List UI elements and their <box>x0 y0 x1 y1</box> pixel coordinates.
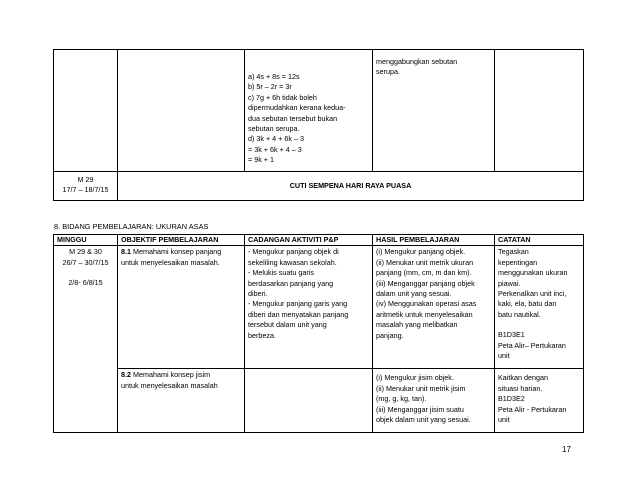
header-aktiviti: CADANGAN AKTIVITI P&P <box>245 235 373 246</box>
hasil-line: (iii) Menganggar jisim suatu <box>376 404 464 414</box>
cell-objektif <box>118 369 245 433</box>
objektif-line: untuk menyelesaikan masalah <box>121 380 218 390</box>
aktiviti-line: sebutan serupa. <box>248 124 300 134</box>
hasil-line: (i) Mengukur jisim objek. <box>376 373 454 383</box>
aktiviti-line: d) 3k + 4 + 6k – 3 <box>248 134 304 144</box>
aktiviti-line: = 3k + 6k + 4 – 3 <box>248 144 302 154</box>
aktiviti-line: tersebut dalam unit yang <box>248 320 327 330</box>
holiday-week-cell <box>54 172 118 201</box>
cell-hasil-continuation <box>373 50 495 172</box>
minggu-line: M 29 & 30 <box>69 247 102 257</box>
objektif-line <box>121 247 241 257</box>
cell-minggu-empty <box>54 50 118 172</box>
cell-aktiviti-empty <box>245 369 373 433</box>
learning-table <box>53 234 584 433</box>
hasil-line: menggabungkan sebutan <box>376 57 458 66</box>
cell-catatan-empty <box>495 50 584 172</box>
catatan-line: unit <box>498 351 510 361</box>
cell-minggu <box>54 246 118 433</box>
catatan-line: situasi harian. <box>498 383 543 393</box>
table-row <box>54 246 584 369</box>
aktiviti-line: berdasarkan panjang yang <box>248 278 334 288</box>
objektif-line <box>121 370 241 380</box>
continuation-row <box>54 50 584 172</box>
cell-catatan <box>495 369 584 433</box>
objektif-number: 8.1 <box>121 247 131 257</box>
hasil-line: (mg, g, kg, tan). <box>376 394 427 404</box>
hasil-line: serupa. <box>376 67 400 77</box>
catatan-line: piawai. <box>498 278 521 288</box>
hasil-line: objek dalam unit yang sesuai. <box>376 415 471 425</box>
cell-aktiviti <box>245 246 373 369</box>
continuation-table <box>53 49 584 201</box>
header-catatan: CATATAN <box>495 235 584 246</box>
minggu-spacer <box>57 268 114 278</box>
hasil-line: dalam unit yang sesuai. <box>376 289 452 299</box>
aktiviti-line: = 9k + 1 <box>248 155 274 165</box>
holiday-week: M 29 <box>77 175 94 184</box>
minggu-line: 26/7 – 30/7/15 <box>62 257 109 267</box>
catatan-line: Peta Alir - Pertukaran <box>498 404 567 414</box>
catatan-line: Kaitkan dengan <box>498 373 548 383</box>
aktiviti-line: b) 5r – 2r = 3r <box>248 82 292 92</box>
header-hasil: HASIL PEMBELAJARAN <box>373 235 495 246</box>
catatan-line: kaki, ela, batu dan <box>498 299 557 309</box>
cell-objektif-empty <box>118 50 245 172</box>
header-minggu: MINGGU <box>54 235 118 246</box>
header-objektif: OBJEKTIF PEMBELAJARAN <box>118 235 245 246</box>
objektif-number: 8.2 <box>121 370 131 380</box>
catatan-line: kepentingan <box>498 257 538 267</box>
aktiviti-line: a) 4s + 8s = 12s <box>248 72 300 81</box>
aktiviti-line: diberi dan menyatakan panjang <box>248 309 349 319</box>
cell-hasil <box>373 369 495 433</box>
cell-catatan <box>495 246 584 369</box>
holiday-text-cell <box>118 172 584 201</box>
cell-objektif <box>118 246 245 369</box>
hasil-line: (ii) Menukar unit metrik jisim <box>376 383 466 393</box>
objektif-text: Memahami konsep panjang <box>131 247 222 257</box>
objektif-text: Memahami konsep jisim <box>131 370 211 380</box>
aktiviti-line: sekeliling kawasan sekolah. <box>248 257 337 267</box>
hasil-line: masalah yang melibatkan <box>376 320 458 330</box>
page-number: 17 <box>562 445 571 454</box>
section-title: 8. BIDANG PEMBELAJARAN: UKURAN ASAS <box>54 222 209 231</box>
hasil-line: (ii) Menukar unit metrik ukuran <box>376 257 474 267</box>
cell-aktiviti-examples <box>245 50 373 172</box>
cell-hasil <box>373 246 495 369</box>
hasil-line: (i) Mengukur panjang objek. <box>376 247 466 257</box>
table-row <box>54 369 584 433</box>
hasil-line: aritmetik untuk menyelesaikan <box>376 309 473 319</box>
catatan-line: B1D3E2 <box>498 394 525 404</box>
objektif-line: untuk menyelesaikan masalah. <box>121 257 220 267</box>
aktiviti-line: berbeza. <box>248 330 276 340</box>
hasil-line: panjang (mm, cm, m dan km). <box>376 268 472 278</box>
catatan-spacer <box>498 320 580 330</box>
holiday-dates: 17/7 – 18/7/15 <box>62 185 109 195</box>
aktiviti-line: - Melukis suatu garis <box>248 268 314 278</box>
catatan-line: Peta Alir– Pertukaran <box>498 340 566 350</box>
aktiviti-line: - Mengukur panjang objek di <box>248 247 339 257</box>
catatan-line: menggunakan ukuran <box>498 268 568 278</box>
aktiviti-line: - Mengukur panjang garis yang <box>248 299 348 309</box>
holiday-text: CUTI SEMPENA HARI RAYA PUASA <box>289 180 412 190</box>
holiday-row <box>54 172 584 201</box>
catatan-line: Perkenalkan unit inci, <box>498 289 567 299</box>
header-row <box>54 235 584 246</box>
hasil-line: (iii) Menganggar panjang objek <box>376 278 475 288</box>
aktiviti-line: dua sebutan tersebut bukan <box>248 113 338 123</box>
catatan-line: Tegaskan <box>498 247 529 257</box>
hasil-line: (iv) Menggunakan operasi asas <box>376 299 477 309</box>
catatan-line: B1D3E1 <box>498 330 525 340</box>
minggu-line: 2/8- 6/8/15 <box>68 278 103 288</box>
catatan-line: batu nautikal. <box>498 309 541 319</box>
aktiviti-line: c) 7g + 6h tidak boleh <box>248 92 317 102</box>
aktiviti-line: dipermudahkan kerana kedua- <box>248 103 346 113</box>
catatan-line: unit <box>498 415 510 425</box>
aktiviti-line: diberi. <box>248 289 268 299</box>
hasil-line: panjang. <box>376 330 404 340</box>
